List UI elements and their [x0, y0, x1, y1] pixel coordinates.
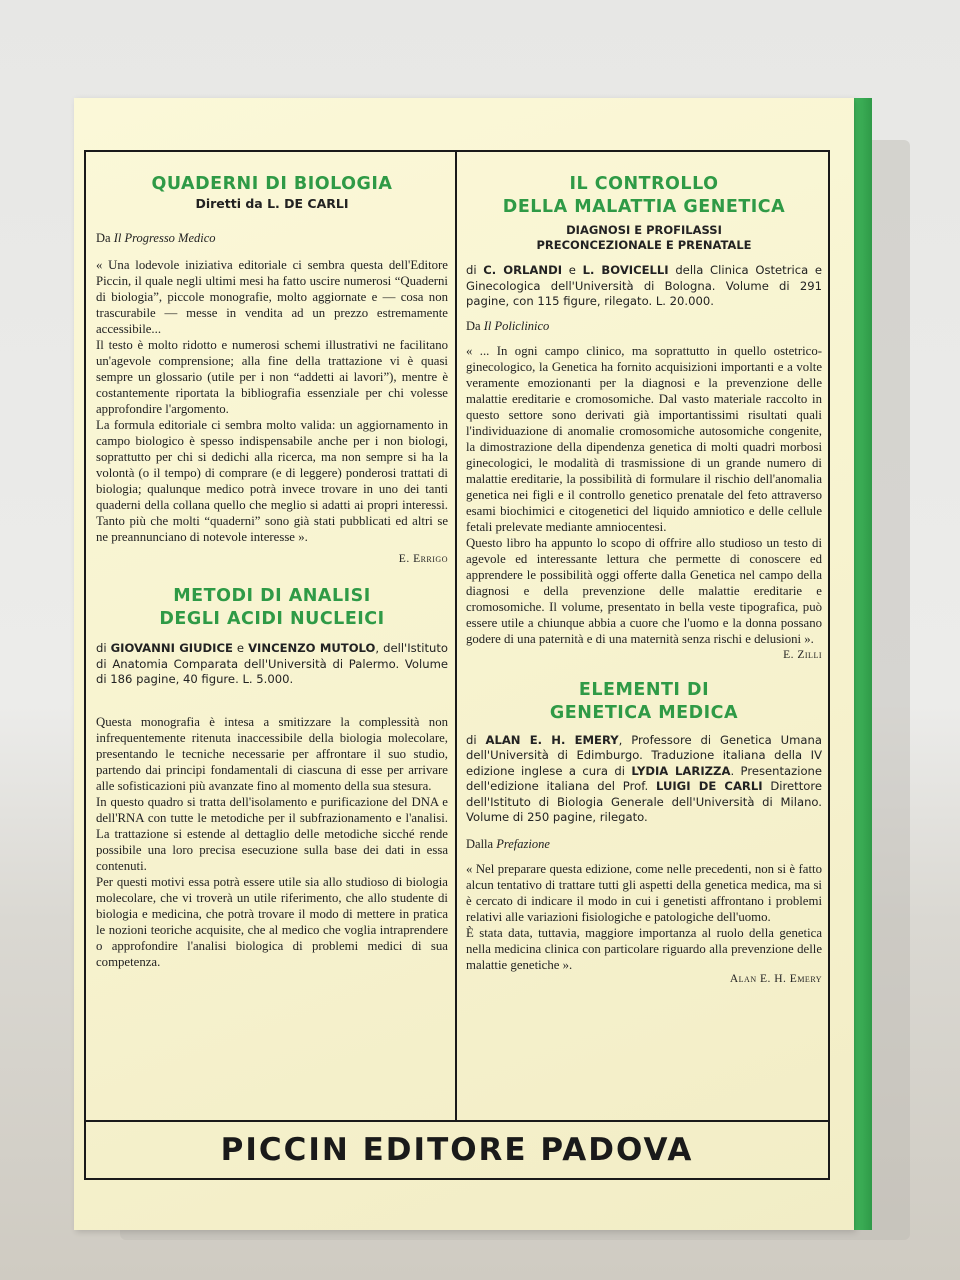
source-prefix: Dalla: [466, 836, 494, 851]
author-name: L. BOVICELLI: [582, 263, 669, 277]
by-word: di: [466, 263, 477, 277]
quaderni-signature: E. Errigo: [398, 553, 448, 565]
quaderni-title: QUADERNI DI BIOLOGIA: [151, 174, 393, 194]
by-word: di: [466, 732, 477, 747]
controllo-paragraph: Questo libro ha appunto lo scopo di offrire allo studioso un testo di agevole ed interessante lettura che permette di conoscere ed apprendere le possibilità oggi offerte dalla Genetica nel campo della diagnosi e della prevenzione delle malattie ereditarie e cromosomiche. Il volume, presentato in bella veste tipografica, può essere utile a chiunque abbia a cuore che l'uomo e la donna possano godere di una paternità e di una maternità senza rischi e delusioni ».: [466, 535, 822, 646]
and-word: e: [568, 263, 576, 277]
book-details: Direttore dell'Istituto di Biologia Generale dell'Università di Milano. Volume di 250 pagine, rilegato.: [466, 779, 823, 824]
author-name: C. ORLANDI: [483, 263, 563, 277]
presenter-name: LUIGI DE CARLI: [655, 779, 763, 793]
metodi-title-line: DEGLI ACIDI NUCLEICI: [159, 609, 385, 629]
controllo-source: [466, 318, 822, 335]
controllo-subtitle: [466, 223, 822, 253]
author-name: GIOVANNI GIUDICE: [110, 641, 233, 655]
quaderni-paragraph: « Una lodevole iniziativa editoriale ci sembra questa dell'Editore Piccin, il quale negli ultimi mesi ha fatto uscire numerosi “Quaderni di biologia”, piccole monografie, molto aggiornate e — cosa non trascurabile — messe in vendita ad un prezzo estremamente accessibile...: [96, 258, 448, 336]
elementi-signature: Alan E. H. Emery: [729, 972, 822, 985]
translator-name: LYDIA LARIZZA: [631, 763, 731, 778]
controllo-title-line: DELLA MALATTIA GENETICA: [502, 197, 786, 217]
by-word: di: [96, 641, 107, 655]
controllo-title: [466, 173, 822, 219]
elementi-section: [466, 679, 822, 985]
controllo-subtitle-line: DIAGNOSI E PROFILASSI: [566, 223, 722, 237]
quaderni-section: [96, 173, 448, 565]
elementi-source: [466, 836, 822, 853]
left-column: [96, 165, 448, 970]
source-name: Il Progresso Medico: [113, 231, 216, 245]
metodi-title-line: METODI DI ANALISI: [173, 586, 371, 606]
quaderni-paragraph: La formula editoriale ci sembra molto valida: un aggiornamento in campo biologico è spesso indispensabile anche per i non biologi, soprattutto per chi si dedichi alla ricerca, ma non sempre si ha la volontà (o il tempo) di comprare (e di leggere) ponderosi trattati di biologia; qualunque medico potrà invece trovare in uno dei tanti quaderni della collana quello che meglio si adatti ai propri interessi. Tanto più che molti “quaderni” sono già stati pubblicati ed altri se ne preannunciano di notevole interesse ».: [96, 418, 448, 544]
author-name: VINCENZO MUTOLO: [248, 641, 376, 655]
publisher-footer: PICCIN EDITORE PADOVA: [220, 1132, 694, 1168]
source-name: Il Policlinico: [483, 318, 550, 333]
book-details: della Clinica Ostetrica e Ginecologica dell'Università di Bologna. Volume di 291 pagine, con 115 figure, rilegato. L. 20.000.: [466, 263, 823, 308]
column-divider: [455, 150, 457, 1120]
controllo-title-line: IL CONTROLLO: [569, 174, 719, 194]
quaderni-paragraph: Il testo è molto ridotto e numerosi schemi illustrativi ne facilitano un'agevole comprensione; alla fine della trattazione vi è quasi sempre un glossario (utile per i non “addetti ai lavori”), mentre è costantemente riportata la bibliografia essenziale per chi volesse approfondire l'argomento.: [96, 338, 448, 416]
metodi-title: [96, 585, 448, 631]
metodi-section: [96, 585, 448, 970]
metodi-details: [96, 641, 448, 688]
book-details: , dell'Istituto di Anatomia Comparata dell'Università di Palermo. Volume di 186 pagine, 40 figure. L. 5.000.: [96, 641, 448, 686]
controllo-signature: E. Zilli: [783, 648, 822, 661]
metodi-paragraph: Per questi motivi essa potrà essere utile sia allo studioso di biologia molecolare, che vi troverà un utile riferimento, che allo studente di biologia e medicina, che potrà trovare il modo di mettere in pratica le nozioni teoriche acquisite, che al medico che voglia intraprendere o approfondire l'analisi biologica di problemi medici di sua competenza.: [96, 874, 448, 969]
author-name: ALAN E. H. EMERY: [485, 732, 619, 747]
elementi-paragraph: « Nel preparare questa edizione, come nelle precedenti, non si è fatto alcun tentativo di trattare tutti gli aspetti della genetica medica, ma si è cercato di indicare il modo in cui i genetisti affrontano i problemi relativi alle variazioni fisiologiche e patologiche dell'uomo.: [466, 861, 822, 924]
controllo-section: [466, 173, 822, 661]
book-details: , Professore di Genetica Umana dell'Università di Edimburgo. Traduzione italiana della IV edizione inglese a cura di: [466, 732, 822, 778]
controllo-details: [466, 263, 822, 310]
and-word: e: [236, 641, 245, 655]
quaderni-subtitle: Diretti da L. DE CARLI: [195, 196, 349, 211]
metodi-paragraph: In questo quadro si tratta dell'isolamento e purificazione del DNA e dell'RNA con tutte le metodiche per il subfrazionamento e l'analisi. La trattazione si estende al dettaglio delle metodiche sicché rende possibile una loro precisa esecuzione sulla base dei dati in essa contenuti.: [96, 794, 448, 873]
source-name: Prefazione: [496, 836, 550, 851]
source-prefix: Da: [466, 318, 481, 333]
elementi-paragraph: È stata data, tuttavia, maggiore importanza al ruolo della genetica nella medicina clinica con particolare riguardo alla prevenzione delle malattie genetiche ».: [466, 925, 822, 972]
book-details: . Presentazione dell'edizione italiana del Prof.: [466, 763, 823, 793]
elementi-title: [466, 679, 822, 725]
metodi-paragraph: Questa monografia è intesa a smitizzare la complessità non infrequentemente ritenuta inaccessibile della biologia molecolare, presentando le tecniche necessarie per affrontare il suo studio, partendo dai principi fondamentali di ciascuna di esse per arrivare alle sofisticazioni più avanzate fino al momento della sua stesura.: [96, 714, 448, 793]
source-prefix: Da: [96, 231, 111, 245]
elementi-title-line: GENETICA MEDICA: [549, 702, 739, 723]
elementi-details: [466, 733, 822, 826]
quaderni-source: [96, 230, 448, 247]
controllo-subtitle-line: PRECONCEZIONALE E PRENATALE: [536, 238, 752, 252]
right-column: [466, 165, 822, 985]
controllo-paragraph: « ... In ogni campo clinico, ma soprattutto in quello ostetrico-ginecologico, la Genetica ha fornito acquisizioni importanti e a volte veramente emozionanti per la diagnosi e la prevenzione delle malattie ereditarie e cromosomiche. Dal vasto materiale raccolto in questo settore sono derivati già importantissimi risultati quali l'individuazione di anomalie cromosomiche autosomiche congenite, la dimostrazione della dipendenza genetica di molti quadri morbosi ginecologici, le modalità di trasmissione di un grande numero di malattie ereditarie, la possibilità di formulare il rischio dell'anomalia genetica nei figli e il controllo genetico prenatale del feto attraverso esami biochimici e citogenetici del liquido amniotico e delle cellule fetali prelevate mediante amniocentesi.: [466, 343, 822, 534]
elementi-title-line: ELEMENTI DI: [578, 679, 710, 700]
